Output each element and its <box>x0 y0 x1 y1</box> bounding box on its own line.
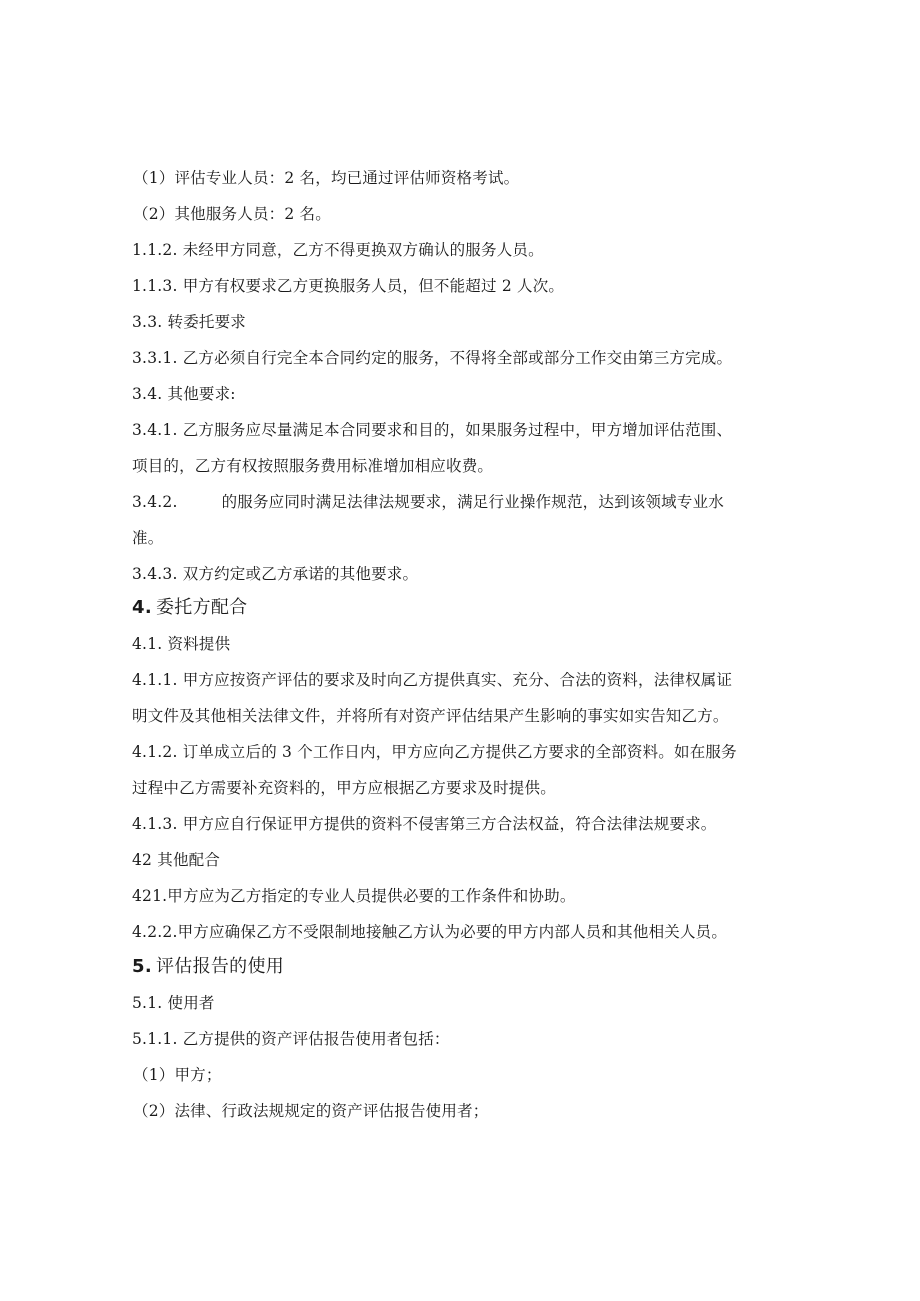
section-subheading: 4.1. 资料提供 <box>132 635 231 653</box>
paragraph-line: 4.2.2.甲方应确保乙方不受限制地接触乙方认为必要的甲方内部人员和其他相关人员。 <box>132 923 728 941</box>
heading-number: 5. <box>132 956 152 977</box>
clause-number: 3.4.2. <box>132 493 178 511</box>
paragraph-line: 421.甲方应为乙方指定的专业人员提供必要的工作条件和协助。 <box>132 887 576 905</box>
paragraph-line: 3.4.3. 双方约定或乙方承诺的其他要求。 <box>132 565 419 583</box>
paragraph-line: 5.1.1. 乙方提供的资产评估报告使用者包括： <box>132 1030 450 1048</box>
section-subheading: 5.1. 使用者 <box>132 994 215 1012</box>
paragraph-line: （2）其他服务人员：2 名。 <box>133 205 331 223</box>
heading-number: 4. <box>132 597 152 618</box>
section-heading-5 <box>132 956 284 978</box>
list-item: （1）甲方； <box>133 1066 222 1084</box>
paragraph-line: 准。 <box>132 529 164 547</box>
paragraph-line: 3.4.1. 乙方服务应尽量满足本合同要求和目的，如果服务过程中，甲方增加评估范围、 <box>132 421 733 439</box>
section-subheading: 3.3. 转委托要求 <box>132 313 247 331</box>
list-item: （2）法律、行政法规规定的资产评估报告使用者； <box>133 1102 489 1120</box>
paragraph-line: 1.1.2. 未经甲方同意，乙方不得更换双方确认的服务人员。 <box>132 241 544 259</box>
paragraph-line: 3.3.1. 乙方必须自行完全本合同约定的服务，不得将全部或部分工作交由第三方完成。 <box>132 349 733 367</box>
paragraph-line: （1）评估专业人员：2 名，均已通过评估师资格考试。 <box>133 169 520 187</box>
section-heading-4 <box>132 597 247 619</box>
clause-text: 的服务应同时满足法律法规要求，满足行业操作规范，达到该领域专业水 <box>221 493 724 511</box>
section-subheading: 3.4. 其他要求: <box>132 385 236 403</box>
paragraph-line: 4.1.1. 甲方应按资产评估的要求及时向乙方提供真实、充分、合法的资料，法律权属证 <box>132 671 733 689</box>
heading-text: 委托方配合 <box>155 597 248 618</box>
paragraph-line: 项目的，乙方有权按照服务费用标准增加相应收费。 <box>132 457 494 475</box>
paragraph-line: 4.1.3. 甲方应自行保证甲方提供的资料不侵害第三方合法权益，符合法律法规要求。 <box>132 815 717 833</box>
paragraph-line: 4.1.2. 订单成立后的 3 个工作日内，甲方应向乙方提供乙方要求的全部资料。如在服务 <box>132 743 737 761</box>
paragraph-line: 明文件及其他相关法律文件，并将所有对资产评估结果产生影响的事实如实告知乙方。 <box>132 707 729 725</box>
paragraph-line <box>132 492 724 512</box>
paragraph-line: 过程中乙方需要补充资料的，甲方应根据乙方要求及时提供。 <box>132 779 556 797</box>
section-subheading: 42 其他配合 <box>132 851 221 869</box>
heading-text: 评估报告的使用 <box>155 956 285 977</box>
paragraph-line: 1.1.3. 甲方有权要求乙方更换服务人员，但不能超过 2 人次。 <box>132 277 565 295</box>
